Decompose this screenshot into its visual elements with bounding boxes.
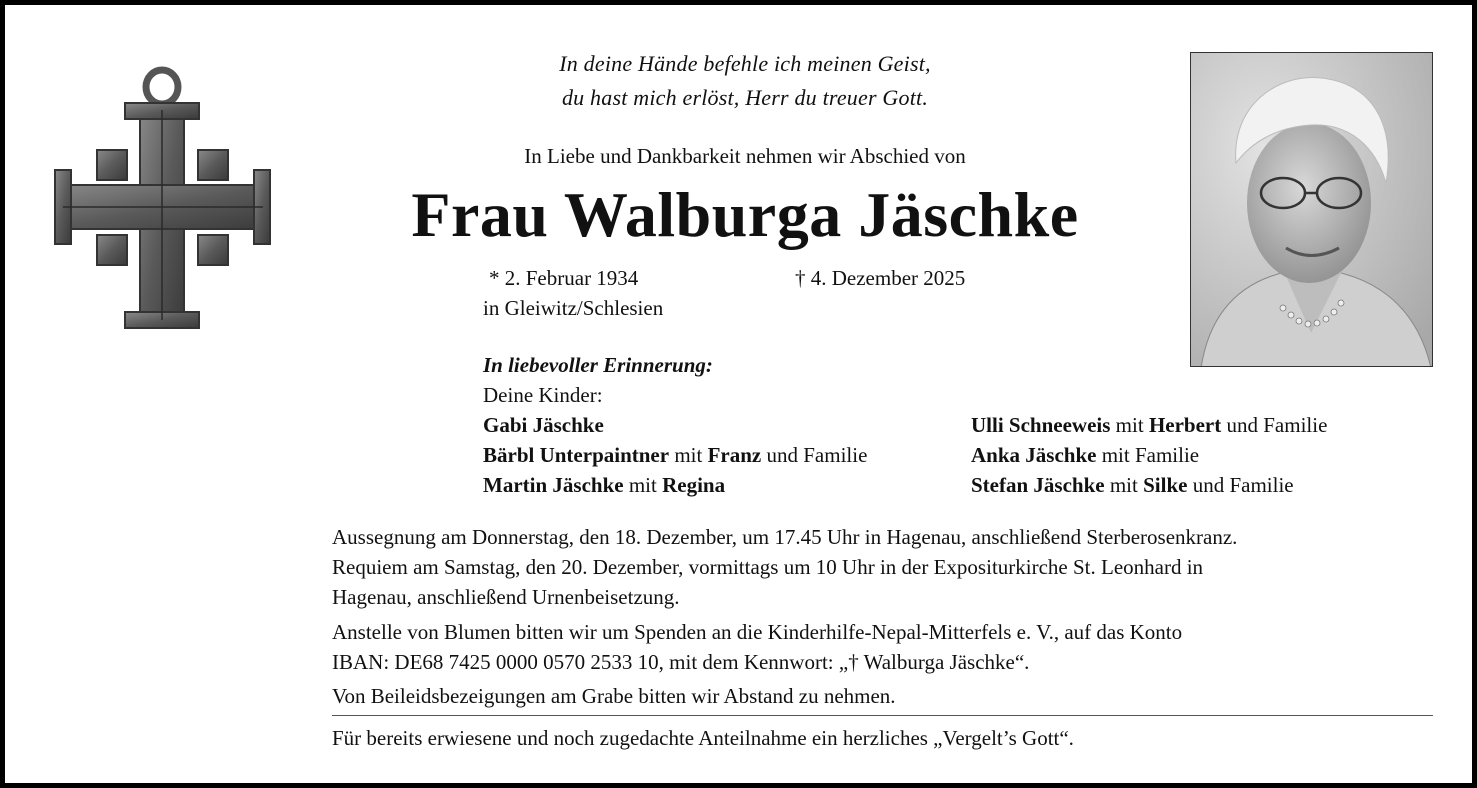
family-member-name: Ulli Schneeweis bbox=[971, 413, 1111, 437]
family-member-partner: Silke bbox=[1143, 473, 1188, 497]
jerusalem-cross-icon bbox=[45, 65, 280, 335]
family-member-name: Gabi Jäschke bbox=[483, 413, 604, 437]
birth-date: * 2. Februar 1934 bbox=[489, 266, 639, 290]
family-member-partner: Herbert bbox=[1148, 413, 1222, 437]
family-left-row: Martin Jäschke mit Regina bbox=[483, 473, 726, 497]
service-line: Requiem am Samstag, den 20. Dezember, vormittags um 10 Uhr in der Expositurkirche St. Leonhard in bbox=[332, 555, 1204, 579]
verse-line-1: In deine Hände befehle ich meinen Geist, bbox=[559, 51, 931, 76]
death-date: † 4. Dezember 2025 bbox=[795, 266, 966, 290]
family-right-row: Ulli Schneeweis mit Herbert und Familie bbox=[971, 413, 1328, 437]
verse-line-2: du hast mich erlöst, Herr du treuer Gott. bbox=[561, 85, 929, 110]
service-line: Hagenau, anschließend Urnenbeisetzung. bbox=[332, 585, 680, 609]
family-member-name: Anka Jäschke bbox=[971, 443, 1097, 467]
portrait-photo bbox=[1190, 52, 1433, 367]
family-left-row: Bärbl Unterpaintner mit Franz und Familie bbox=[483, 443, 868, 467]
condolence-note: Von Beileidsbezeigungen am Grabe bitten wir Abstand zu nehmen. bbox=[332, 684, 896, 708]
bible-verse bbox=[335, 47, 1155, 115]
family-member-name: Stefan Jäschke bbox=[971, 473, 1105, 497]
family-member-name: Bärbl Unterpaintner bbox=[483, 443, 670, 467]
service-line: Aussegnung am Donnerstag, den 18. Dezember, um 17.45 Uhr in Hagenau, anschließend Sterberosenkranz. bbox=[332, 525, 1238, 549]
birthplace: in Gleiwitz/Schlesien bbox=[483, 296, 664, 320]
family-right-row: Anka Jäschke mit Familie bbox=[971, 443, 1200, 467]
intro-text: In Liebe und Dankbarkeit nehmen wir Abschied von bbox=[524, 144, 966, 168]
donation-line: Anstelle von Blumen bitten wir um Spenden an die Kinderhilfe-Nepal-Mitterfels e. V., auf das Konto bbox=[332, 620, 1183, 644]
memory-heading: In liebevoller Erinnerung: bbox=[483, 353, 713, 377]
family-member-name: Martin Jäschke bbox=[483, 473, 624, 497]
family-member-partner: Regina bbox=[662, 473, 726, 497]
family-member-partner: Franz bbox=[707, 443, 762, 467]
family-left-row bbox=[483, 410, 604, 440]
donation-info bbox=[332, 617, 1432, 677]
thanks-note: Für bereits erwiesene und noch zugedachte Anteilnahme ein herzliches „Vergelt’s Gott“. bbox=[332, 726, 1074, 750]
family-right-row: Stefan Jäschke mit Silke und Familie bbox=[971, 473, 1294, 497]
divider bbox=[332, 715, 1433, 716]
children-heading: Deine Kinder: bbox=[483, 383, 603, 407]
donation-line: IBAN: DE68 7425 0000 0570 2533 10, mit dem Kennwort: „† Walburga Jäschke“. bbox=[332, 650, 1030, 674]
service-info bbox=[332, 522, 1432, 612]
deceased-name: Frau Walburga Jäschke bbox=[411, 179, 1079, 250]
